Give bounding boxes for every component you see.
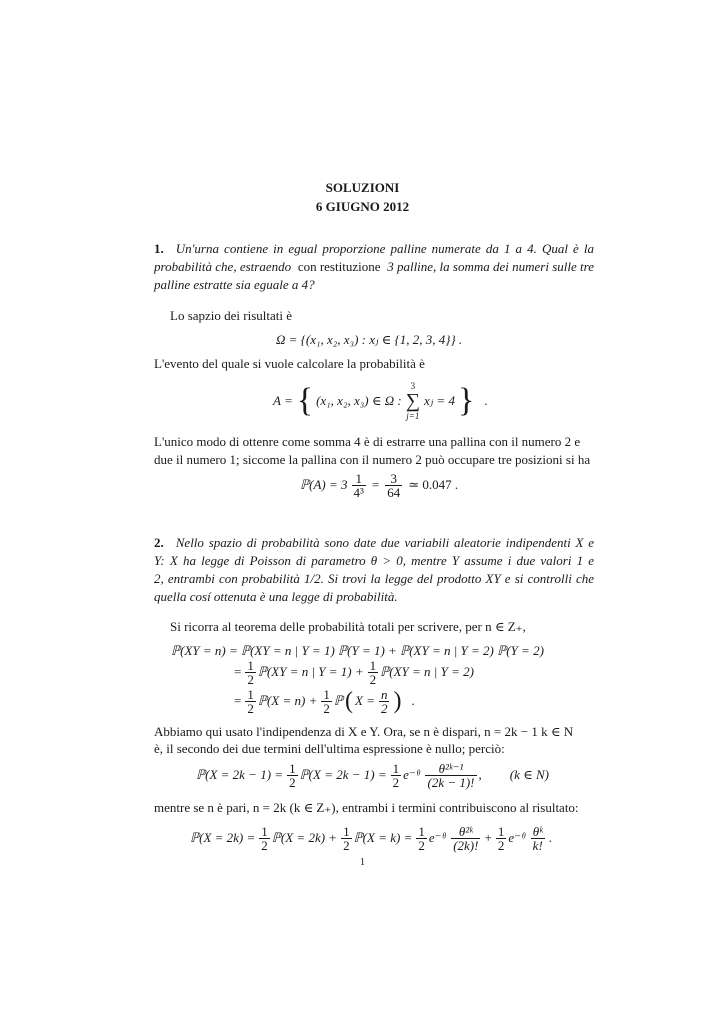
- page-number: 1: [360, 857, 365, 868]
- problem1-number: 1.: [154, 241, 164, 256]
- fraction-half: $\frac{1}{2}$: [261, 823, 268, 853]
- fraction-half: $\frac{1}{2}$: [343, 823, 350, 853]
- problem2-number: 2.: [154, 535, 164, 550]
- right-brace: }: [457, 382, 475, 419]
- fraction-half: $\frac{1}{2}$: [497, 823, 505, 853]
- fraction-half: $\frac{1}{2}$: [247, 686, 254, 716]
- problem1-unique-line1: L'unico modo di ottenre come somma 4 è di estrarre una pallina con il numero 2 e: [154, 434, 581, 449]
- problem1-sample-space-intro: Lo sapzio dei risultati è: [170, 308, 293, 323]
- problem1-event-equation: A = { (x₁, x₂, x₃) ∈ Ω : 3 ∑ j=1 xⱼ = 4 } .: [273, 381, 488, 421]
- problem2-independence-line1: Abbiamo qui usato l'indipendenza di X e Y. Ora, se n è dispari, n = 2k − 1 k ∈ N: [154, 724, 574, 739]
- problem2-question-line3: 2, entrambi con probabilità 1/2. Si trovi la legge del prodotto XY e si controlli che: [154, 571, 594, 586]
- page-title: SOLUZIONI: [325, 180, 400, 195]
- summation-symbol: 3 ∑ j=1: [405, 381, 420, 421]
- problem1-probability-equation: ℙ(A) = 3 $\frac{1}{\text{4³}}$ = $\frac{3}{64}$ ≃ 0.047 .: [300, 470, 459, 500]
- fraction-three-over-64: $\frac{3}{64}$: [387, 470, 401, 500]
- problem2-independence-line2: è, il secondo dei due termini dell'ultima espressione è nullo; perciò:: [154, 741, 505, 756]
- page-date: 6 GIUGNO 2012: [315, 199, 410, 214]
- problem2-odd-equation: ℙ(X = 2k − 1) = $\frac{1}{2}$ ℙ(X = 2k − 1) = $\frac{1}{2}$ e⁻ᶿ $\frac{\text{θ²ᵏ⁻¹}}{(2k - 1)!}$ , (k ∈ N): [196, 760, 549, 790]
- problem1-event-intro: L'evento del quale si vuole calcolare la probabilità è: [154, 356, 425, 371]
- problem2-question-line1: 2. Nello spazio di probabilità sono date due variabili aleatorie indipendenti X e: [154, 535, 594, 550]
- fraction-one-over-four-cubed: $\frac{1}{\text{4³}}$: [353, 470, 364, 500]
- fraction-n-over-2: $\frac{n}{2}$: [380, 686, 388, 716]
- fraction-theta-k: $\frac{\text{θᵏ}}{k!}$: [532, 823, 543, 853]
- left-brace: {: [296, 382, 314, 419]
- fraction-half: $\frac{1}{2}$: [323, 686, 330, 716]
- fraction-half: $\frac{1}{2}$: [418, 823, 425, 853]
- problem2-intro: Si ricorra al teorema delle probabilità totali per scrivere, per n ∈ Z₊,: [170, 619, 526, 634]
- problem1-question-line1: 1. Un'urna contiene in egual proporzione palline numerate da 1 a 4. Qual è la: [154, 241, 594, 256]
- fraction-half: $\frac{1}{2}$: [392, 760, 400, 790]
- problem1-question-line3: palline estratte sia eguale a 4?: [154, 277, 315, 292]
- problem1-omega-equation: Ω = {(x₁, x₂, x₃) : xⱼ ∈ {1, 2, 3, 4}} .: [276, 332, 463, 347]
- problem2-even-equation: ℙ(X = 2k) = $\frac{1}{2}$ ℙ(X = 2k) + $\frac{1}{2}$ ℙ(X = k) = $\frac{1}{2}$ e⁻ᶿ $\frac{\text{θ²ᵏ}}{(2k)!}$ + $\frac{1}{2}$ e⁻ᶿ $\frac{\text{θᵏ}}{k!}$ .: [190, 823, 553, 853]
- fraction-half: $\frac{1}{2}$: [289, 760, 296, 790]
- problem2-question-line2: Y: X ha legge di Poisson di parametro θ > 0, mentre Y assume i due valori 1 e: [154, 553, 594, 568]
- fraction-theta-odd: $\frac{\text{θ²ᵏ⁻¹}}{(2k - 1)!}$: [427, 760, 475, 790]
- problem2-question-line4: quella cosí ottenuta è una legge di probabilità.: [154, 589, 398, 604]
- problem2-equation-line3: = $\frac{1}{2}$ ℙ(X = n) + $\frac{1}{2}$ ℙ ( X = $\frac{n}{2}$ ) .: [234, 686, 415, 716]
- fraction-half: $\frac{1}{2}$: [247, 657, 254, 687]
- problem2-equation-line2: = $\frac{1}{2}$ ℙ(XY = n | Y = 1) + $\frac{1}{2}$ ℙ(XY = n | Y = 2): [234, 657, 474, 687]
- problem2-even-intro: mentre se n è pari, n = 2k (k ∈ Z₊), entrambi i termini contribuiscono al risultato:: [154, 800, 579, 815]
- problem1-question-line2: probabilità che, estraendo con restituzione 3 palline, la somma dei numeri sulle tre: [154, 259, 594, 274]
- problem2-equation-line1: ℙ(XY = n) = ℙ(XY = n | Y = 1) ℙ(Y = 1) + ℙ(XY = n | Y = 2) ℙ(Y = 2): [171, 643, 544, 658]
- fraction-theta-even: $\frac{\text{θ²ᵏ}}{(2k)!}$: [453, 823, 479, 853]
- problem1-unique-line2: due il numero 1; siccome la pallina con il numero 2 può occupare tre posizioni si ha: [154, 452, 591, 467]
- fraction-half: $\frac{1}{2}$: [369, 657, 377, 687]
